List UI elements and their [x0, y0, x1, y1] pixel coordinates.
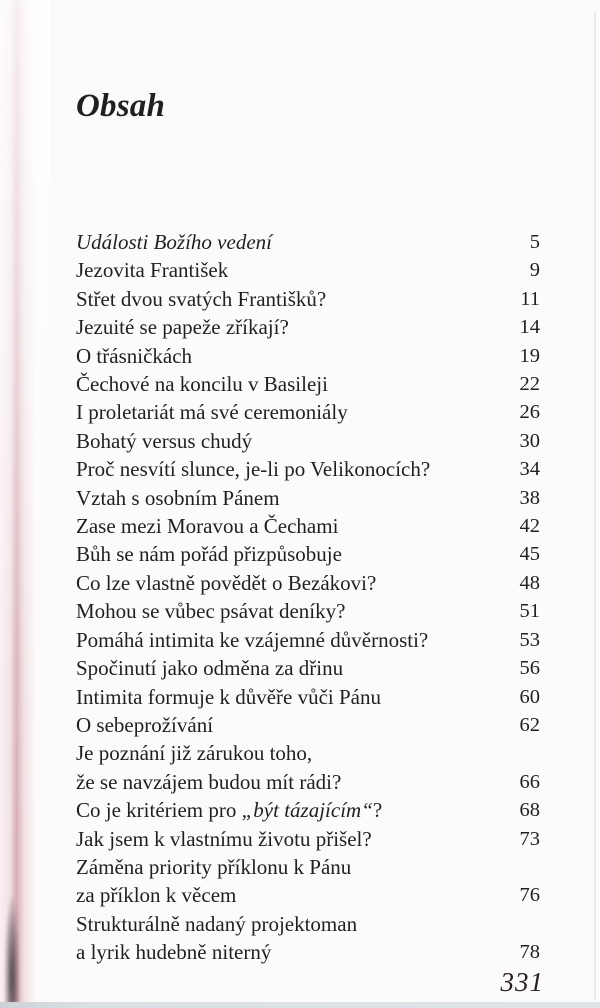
toc-entry-title: Střet dvou svatých Františků? [76, 286, 327, 311]
toc-entry-page-number: 76 [519, 884, 540, 907]
toc-entry-title: Spočinutí jako odměna za dřinu [76, 656, 344, 681]
toc-entry-page-number: 22 [519, 373, 540, 396]
toc-entry-title: Intimita formuje k důvěře vůči Pánu [76, 684, 382, 709]
toc-entry-title: Pomáhá intimita ke vzájemné důvěrnosti? [76, 627, 429, 652]
toc-entry-page-number: 5 [529, 231, 540, 253]
toc-entry-page-number: 38 [519, 486, 540, 509]
toc-entry-page-number: 56 [519, 657, 540, 680]
toc-entry-title: O sebeprožívání [76, 712, 214, 737]
toc-entry-page-number: 34 [519, 458, 540, 481]
toc-entry-title: Události Božího vedení [76, 230, 272, 254]
toc-entry [76, 540, 540, 568]
toc-entry [76, 313, 540, 341]
toc-entry-page-number: 45 [519, 543, 540, 566]
toc-entry-page-number: 48 [519, 571, 540, 594]
folio-page-number: 331 [500, 967, 544, 997]
toc-entry-page-number: 30 [519, 429, 540, 452]
toc-entry [76, 569, 540, 597]
toc-entry [76, 256, 540, 284]
toc-entry-page-number: 9 [529, 259, 540, 282]
toc-entry-title: I proletariát má své ceremoniály [76, 400, 348, 425]
toc-entry-page-number: 42 [519, 515, 540, 538]
toc-entry-page-number: 26 [519, 401, 540, 424]
toc-entry-page-number: 78 [519, 941, 540, 964]
toc-entry-title: O třásničkách [76, 343, 193, 368]
toc-entry-title: Jezuité se papeže zříkají? [76, 315, 289, 340]
toc-entry [76, 683, 540, 711]
toc-entry-title: Zase mezi Moravou a Čechami [76, 514, 339, 539]
toc-entry [76, 654, 540, 682]
toc-entry [76, 228, 540, 256]
toc-entry-title: Čechové na koncilu v Basileji [76, 372, 328, 397]
toc-entry [76, 398, 540, 426]
toc-entry-page-number: 60 [519, 685, 540, 708]
toc-entry-page-number: 62 [519, 713, 540, 736]
toc-entry [76, 711, 540, 739]
toc-entry-title: Jezovita František [76, 258, 229, 283]
toc-entry-title: Mohou se vůbec psávat deníky? [76, 599, 346, 624]
toc-entry [76, 825, 540, 853]
toc-entry-page-number: 51 [519, 600, 540, 623]
toc-entry-title: Vztah s osobním Pánem [76, 485, 280, 510]
toc-entry-page-number: 53 [519, 628, 540, 651]
toc-entry [76, 512, 540, 540]
toc-entry [76, 342, 540, 370]
toc-entry-page-number: 14 [519, 316, 540, 339]
table-of-contents [76, 228, 540, 967]
toc-entry-page-number: 73 [519, 827, 540, 850]
toc-entry-page-number: 19 [519, 344, 540, 367]
toc-entry [76, 285, 540, 313]
toc-entry-page-number: 66 [519, 770, 540, 793]
toc-entry [76, 427, 540, 455]
toc-entry-title: Proč nesvítí slunce, je-li po Velikonocích? [76, 457, 431, 482]
toc-entry [76, 626, 540, 654]
page-title: Obsah [76, 88, 166, 124]
page-bottom-edge [0, 1002, 600, 1008]
toc-entry-title: Záměna priority příklonu k Pánu za příklon k věcem [76, 854, 352, 908]
toc-entry-title: Jak jsem k vlastnímu životu přišel? [76, 826, 372, 851]
toc-entry [76, 370, 540, 398]
toc-entry-title: Bůh se nám pořád přizpůsobuje [76, 542, 342, 567]
toc-entry-title: Bohatý versus chudý [76, 428, 253, 453]
toc-entry-title: Co je kritériem pro „být tázajícím“? [76, 798, 383, 823]
toc-entry [76, 484, 540, 512]
toc-entry-page-number: 68 [519, 799, 540, 822]
toc-entry [76, 853, 540, 910]
toc-entry [76, 910, 540, 967]
toc-entry [76, 739, 540, 796]
toc-entry-title: Strukturálně nadaný projektoman a lyrik hudebně niterný [76, 911, 358, 965]
toc-entry [76, 455, 540, 483]
toc-entry-title: Co lze vlastně povědět o Bezákovi? [76, 570, 377, 595]
toc-entry-page-number: 11 [520, 287, 540, 310]
toc-entry-title: Je poznání již zárukou toho, že se navzájem budou mít rádi? [76, 741, 342, 794]
toc-entry [76, 796, 540, 824]
toc-entry [76, 597, 540, 625]
